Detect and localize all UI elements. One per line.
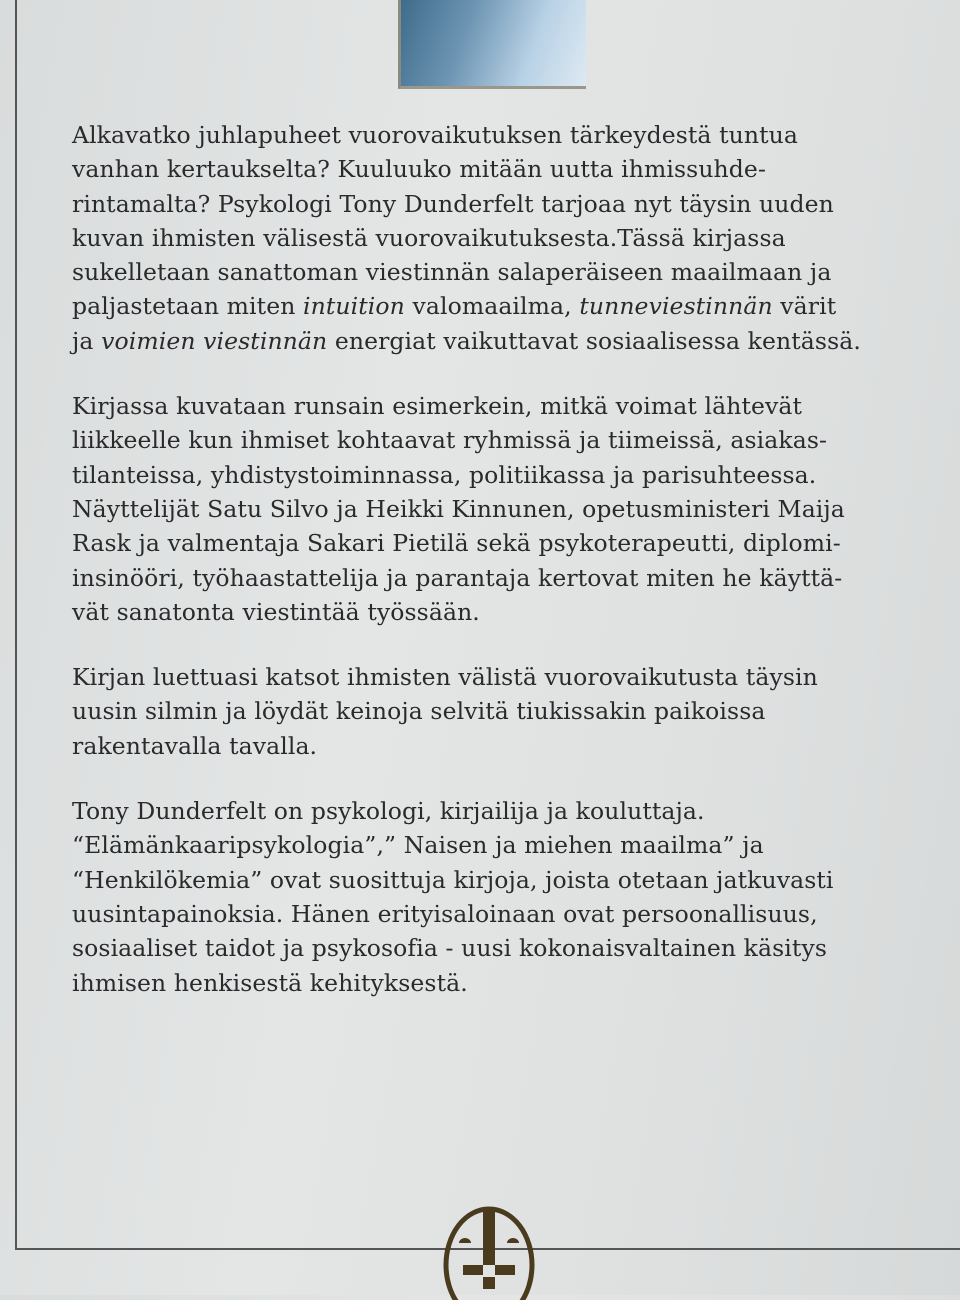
text-segment: “Henkilökemia” ovat suosittuja kirjoja, joista otetaan jatkuvasti [72,865,834,894]
text-segment: sosiaaliset taidot ja psykosofia - uusi kokonaisvaltainen käsitys [72,934,827,963]
text-segment: sukelletaan sanattoman viestinnän salaperäiseen maailmaan ja [72,258,832,287]
text-line [72,255,952,289]
text-segment: paljastetaan miten [72,292,304,321]
text-line [72,324,952,358]
text-segment: Alkavatko juhlapuheet vuorovaikutuksen tärkeydestä tuntua [72,121,799,149]
text-line [72,492,952,526]
text-segment: vanhan kertaukselta? Kuuluuko mitään uutta ihmissuhde- [72,155,766,184]
text-line [72,595,952,629]
text-segment: ihmisen henkisestä kehityksestä. [72,968,468,997]
italic-text: voimien viestinnän [101,326,328,355]
text-segment: valomaailma, [404,292,580,321]
text-line [72,729,952,763]
text-line [72,289,952,323]
frame-border-left [15,0,17,1250]
text-line [72,660,952,694]
text-segment: uusintapainoksia. Hänen erityisaloinaan ovat persoonallisuus, [72,899,818,928]
text-line [72,863,952,897]
text-line [72,694,952,728]
text-segment: uusin silmin ja löydät keinoja selvitä tiukissakin paikoissa [72,697,766,726]
text-line [72,828,952,862]
italic-text: intuition [303,292,405,321]
text-line [72,152,952,186]
text-line [72,526,952,560]
text-line [72,794,952,828]
text-line [72,458,952,492]
text-segment: Rask ja valmentaja Sakari Pietilä sekä psykoterapeutti, diplomi- [72,529,841,558]
text-segment: Tony Dunderfelt on psykologi, kirjailija ja kouluttaja. [72,797,705,826]
italic-text: tunneviestinnän [579,292,773,321]
text-line [72,423,952,457]
text-line [72,561,952,595]
text-segment: rakentavalla tavalla. [72,731,318,760]
text-segment: kuvan ihmisten välisestä vuorovaikutuksesta.Tässä kirjassa [72,223,786,252]
text-segment: Näyttelijät Satu Silvo ja Heikki Kinnunen, opetusministeri Maija [72,494,845,523]
publisher-logo-icon [443,1205,535,1300]
paragraph [72,389,952,629]
cover-photo [398,0,586,89]
paragraph [72,794,952,1000]
text-segment: ja [72,326,102,355]
paragraph [72,118,952,358]
text-segment: Kirjassa kuvataan runsain esimerkein, mitkä voimat lähtevät [72,392,803,421]
text-line [72,897,952,931]
text-segment: värit [772,292,837,321]
text-line [72,931,952,965]
text-line [72,187,952,221]
text-segment: insinööri, työhaastattelija ja parantaja kertovat miten he käyttä- [72,563,843,592]
text-line [72,118,952,152]
text-segment: rintamalta? Psykologi Tony Dunderfelt tarjoaa nyt täysin uuden [72,189,834,218]
text-line [72,389,952,423]
text-line [72,966,952,1000]
text-segment: energiat vaikuttavat sosiaalisessa kentässä. [327,326,861,355]
paragraph [72,660,952,763]
text-segment: liikkeelle kun ihmiset kohtaavat ryhmissä ja tiimeissä, asiakas- [72,426,828,455]
back-cover-text [72,118,952,1031]
text-segment: Kirjan luettuasi katsot ihmisten välistä vuorovaikutusta täysin [72,663,818,692]
text-segment: tilanteissa, yhdistystoiminnassa, politiikassa ja parisuhteessa. [72,460,817,489]
text-segment: “Elämänkaaripsykologia”,” Naisen ja miehen maailma” ja [72,831,764,860]
text-line [72,221,952,255]
text-segment: vät sanatonta viestintää työssään. [72,597,480,626]
